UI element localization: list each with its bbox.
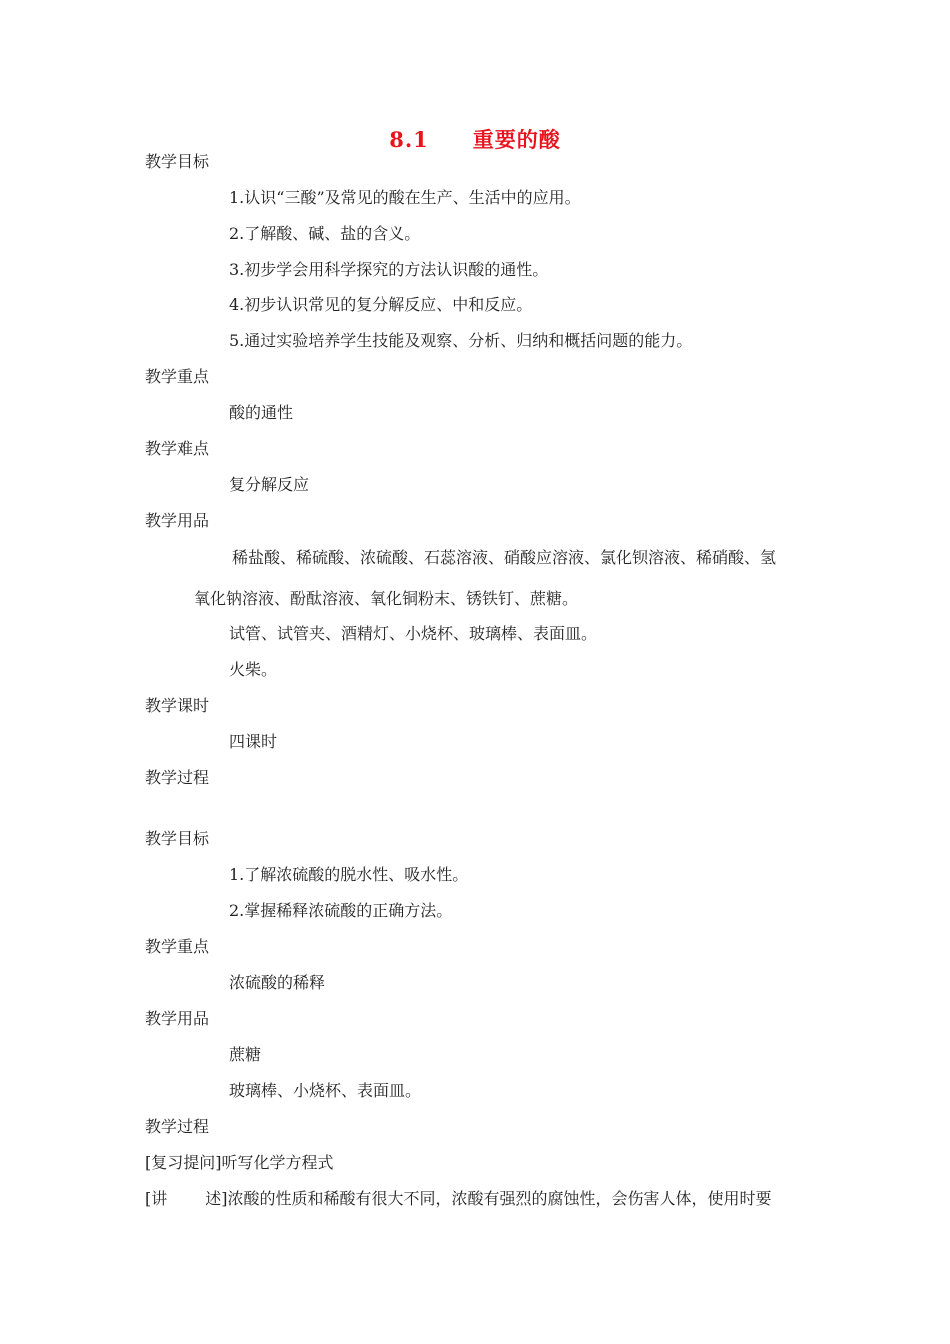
goal-item: 3.初步学会用科学探究的方法认识酸的通性。	[229, 260, 549, 279]
key-point-text: 浓硫酸的稀释	[229, 973, 326, 992]
goals-heading: 教学目标	[145, 152, 210, 171]
difficulty-text: 复分解反应	[229, 475, 310, 494]
goals-heading: 教学目标	[145, 829, 210, 848]
process-heading: 教学过程	[145, 768, 210, 787]
hours-text: 四课时	[229, 732, 278, 751]
title-number: 8.1	[389, 127, 429, 152]
goal-item: 1.了解浓硫酸的脱水性、吸水性。	[229, 865, 469, 884]
materials-line: 氧化钠溶液、酚酞溶液、氧化铜粉末、锈铁钉、蔗糖。	[194, 589, 579, 608]
materials-heading: 教学用品	[145, 1009, 210, 1028]
goal-item: 1.认识“三酸”及常见的酸在生产、生活中的应用。	[229, 188, 581, 207]
review-question: [复习提问]听写化学方程式	[145, 1153, 334, 1172]
materials-heading: 教学用品	[145, 511, 210, 530]
key-point-text: 酸的通性	[229, 403, 294, 422]
hours-heading: 教学课时	[145, 696, 210, 715]
lecture-paragraph	[145, 1189, 772, 1209]
lecture-tag-close: 述]	[205, 1189, 228, 1208]
lecture-text: 浓酸的性质和稀酸有很大不同，浓酸有强烈的腐蚀性，会伤害人体，使用时要	[227, 1189, 772, 1208]
lecture-tag-open: [讲	[145, 1189, 168, 1208]
materials-line: 火柴。	[229, 660, 278, 679]
key-point-heading: 教学重点	[145, 367, 210, 386]
key-point-heading: 教学重点	[145, 937, 210, 956]
page-title	[0, 124, 950, 154]
process-heading: 教学过程	[145, 1117, 210, 1136]
title-text: 重要的酸	[472, 127, 561, 152]
materials-line: 试管、试管夹、酒精灯、小烧杯、玻璃棒、表面皿。	[229, 624, 598, 643]
materials-line: 玻璃棒、小烧杯、表面皿。	[229, 1081, 422, 1100]
goal-item: 2.掌握稀释浓硫酸的正确方法。	[229, 901, 453, 920]
materials-line: 稀盐酸、稀硫酸、浓硫酸、石蕊溶液、硝酸应溶液、氯化钡溶液、稀硝酸、氢	[232, 548, 777, 567]
goal-item: 2.了解酸、碱、盐的含义。	[229, 224, 421, 243]
goal-item: 5.通过实验培养学生技能及观察、分析、归纳和概括问题的能力。	[229, 331, 693, 350]
goal-item: 4.初步认识常见的复分解反应、中和反应。	[229, 295, 533, 314]
difficulty-heading: 教学难点	[145, 439, 210, 458]
materials-line: 蔗糖	[229, 1045, 262, 1064]
